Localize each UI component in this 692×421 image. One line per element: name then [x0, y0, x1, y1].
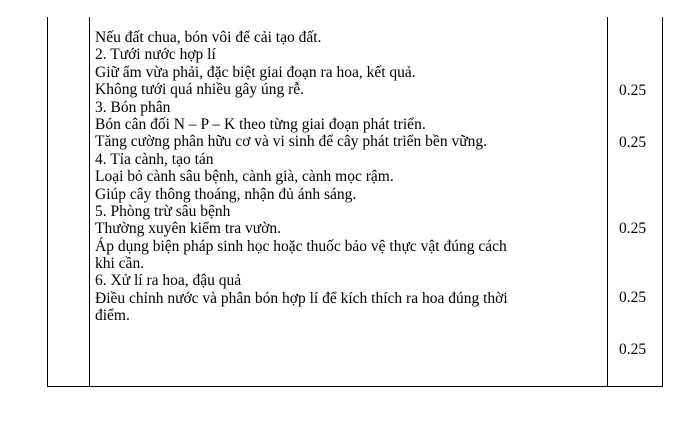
answer-line: Giữ ẩm vừa phải, đặc biệt giai đoạn ra hoa, kết quả. — [95, 63, 416, 81]
answer-line: điểm. — [95, 307, 130, 325]
answer-content-cell — [95, 29, 605, 325]
answer-line: khi cần. — [95, 255, 145, 273]
section-heading: 6. Xử lí ra hoa, đậu quả — [95, 272, 242, 290]
answer-line: Nếu đất chua, bón vôi để cải tạo đất. — [95, 29, 322, 46]
score-value: 0.25 — [619, 289, 647, 306]
score-value: 0.25 — [619, 220, 647, 237]
answer-line: Điều chỉnh nước và phân bón hợp lí để kích thích ra hoa đúng thời — [95, 289, 508, 307]
answer-table — [47, 17, 663, 387]
section-heading: 5. Phòng trừ sâu bệnh — [95, 202, 231, 220]
score-value: 0.25 — [619, 341, 647, 358]
section-heading: 2. Tưới nước hợp lí — [95, 46, 216, 64]
answer-line: Áp dụng biện pháp sinh học hoặc thuốc bảo vệ thực vật đúng cách — [95, 237, 507, 255]
answer-line: Thường xuyên kiểm tra vườn. — [95, 220, 282, 238]
section-heading: 4. Tỉa cành, tạo tán — [95, 150, 214, 168]
column-divider-left — [89, 17, 90, 386]
column-divider-right — [607, 17, 608, 386]
section-heading: 3. Bón phân — [95, 98, 171, 116]
answer-line: Bón cân đối N – P – K theo từng giai đoạn phát triển. — [95, 115, 426, 133]
answer-line: Giúp cây thông thoáng, nhận đủ ánh sáng. — [95, 185, 357, 203]
score-value: 0.25 — [619, 134, 647, 151]
answer-line: Tăng cường phân hữu cơ và vi sinh để cây phát triển bền vững. — [95, 133, 487, 151]
score-value: 0.25 — [619, 82, 647, 99]
answer-line: Không tưới quá nhiều gây úng rễ. — [95, 81, 305, 99]
answer-line: Loại bỏ cành sâu bệnh, cành già, cành mọc rậm. — [95, 168, 394, 186]
